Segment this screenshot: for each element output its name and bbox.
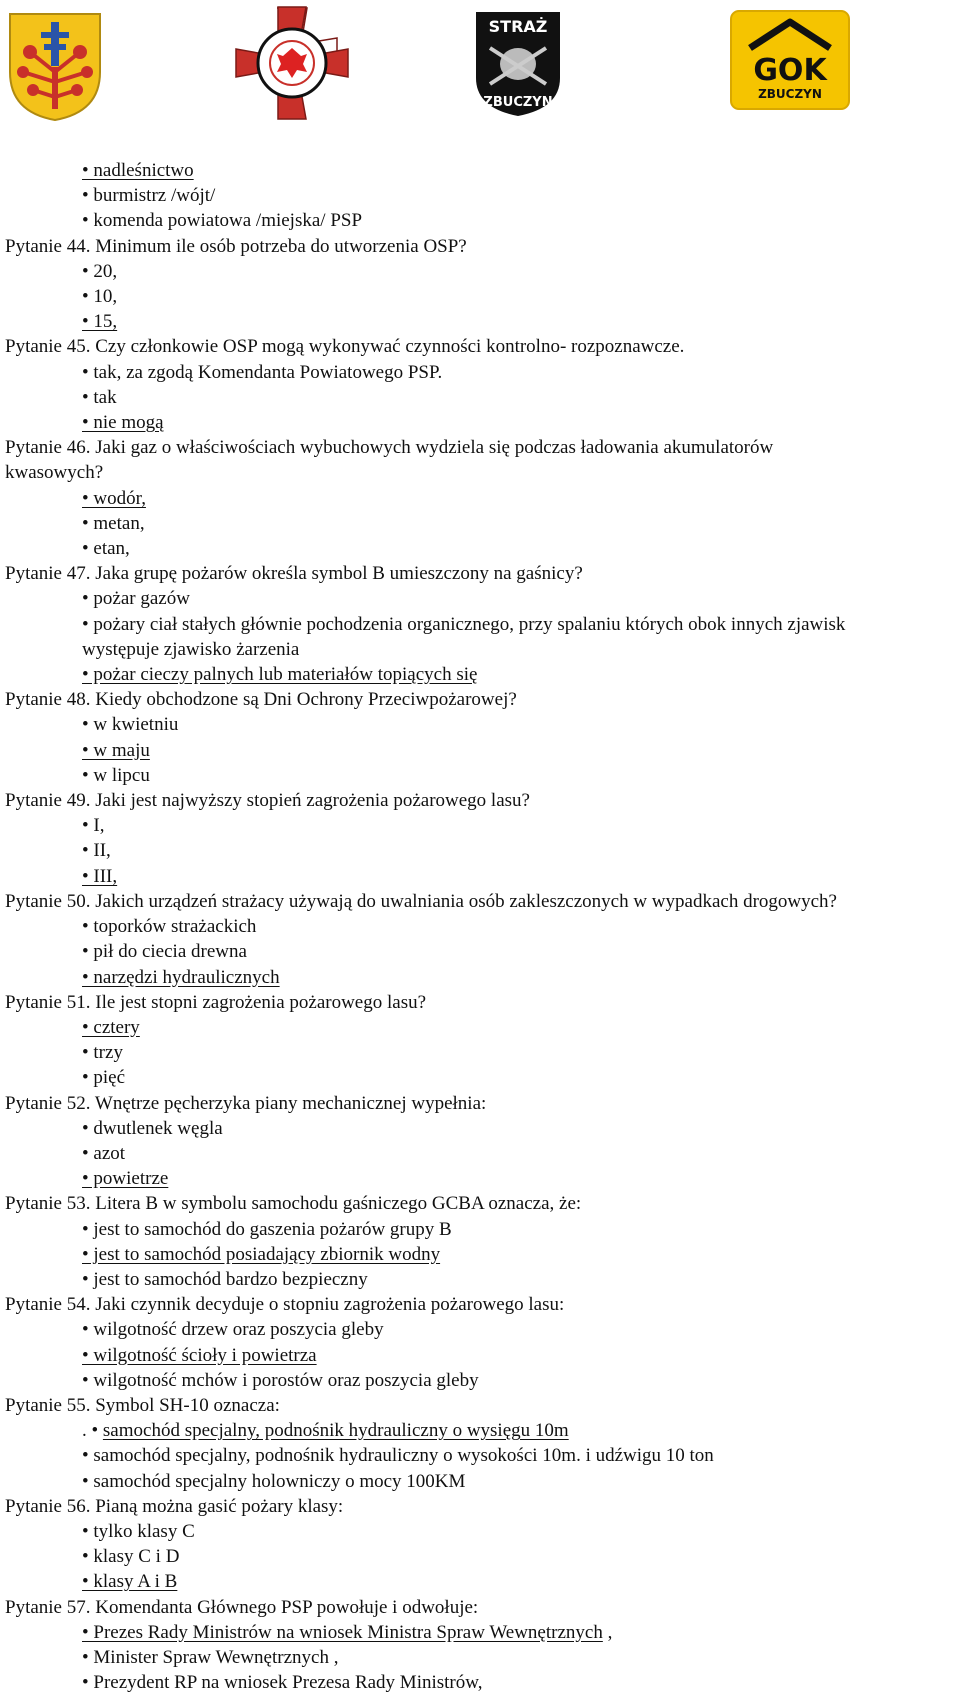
option-text: • wodór,: [82, 487, 146, 509]
option-text: • samochód specjalny holowniczy o mocy 100KM: [82, 1470, 466, 1492]
option-text: • burmistrz /wójt/: [82, 185, 216, 207]
question-line: [5, 561, 955, 586]
answer-option: [5, 208, 955, 233]
question-line: [5, 788, 955, 813]
answer-option: [5, 536, 955, 561]
option-text: • I,: [82, 815, 105, 837]
answer-option: [5, 1317, 955, 1342]
answer-option: [5, 183, 955, 208]
option-text: samochód specjalny, podnośnik hydrauliczny o wysięgu 10m: [102, 1420, 569, 1442]
answer-option: [5, 1519, 955, 1544]
answer-option-correct: [5, 1166, 955, 1191]
question-line: [5, 889, 955, 914]
answer-option: [5, 1217, 955, 1242]
answer-option-correct: [5, 1569, 955, 1594]
question-line: [5, 460, 955, 485]
answer-option-correct: [5, 1343, 955, 1368]
option-text: • dwutlenek węgla: [82, 1117, 223, 1139]
quiz-document-body: [5, 158, 955, 1695]
question-text: Pytanie 46. Jaki gaz o właściwościach wybuchowych wydziela się podczas ładowania akumulatorów: [5, 437, 774, 459]
option-text: • nie mogą: [82, 412, 164, 434]
question-text: kwasowych?: [5, 462, 104, 484]
answer-option: [5, 939, 955, 964]
answer-option: [5, 914, 955, 939]
answer-option-correct: [5, 1620, 955, 1645]
question-text: Pytanie 50. Jakich urządzeń strażacy używają do uwalniania osób zakleszczonych w wypadkach drogowych?: [5, 890, 837, 912]
answer-option: [5, 838, 955, 863]
answer-option: [5, 1040, 955, 1065]
option-text: • narzędzi hydraulicznych: [82, 966, 280, 988]
option-text: • 10,: [82, 286, 118, 308]
option-text: • jest to samochód do gaszenia pożarów grupy B: [82, 1218, 452, 1240]
option-text: • nadleśnictwo: [82, 160, 194, 181]
answer-option: [5, 763, 955, 788]
option-text: • etan,: [82, 538, 130, 560]
option-text: • Prezes Rady Ministrów na wniosek Ministra Spraw Wewnętrznych: [82, 1621, 603, 1643]
answer-option-correct: [5, 309, 955, 334]
option-text: • azot: [82, 1142, 126, 1164]
answer-option: [5, 813, 955, 838]
gmina-coat-of-arms-logo: [8, 12, 102, 122]
answer-option: [5, 1443, 955, 1468]
option-text: • klasy C i D: [82, 1546, 180, 1568]
option-text: • pożar gazów: [82, 588, 190, 610]
option-text: • wilgotność ścioły i powietrza: [82, 1344, 317, 1366]
option-text: • cztery: [82, 1016, 140, 1038]
answer-option-correct: [5, 1242, 955, 1267]
answer-option: [5, 1469, 955, 1494]
option-text: • 20,: [82, 260, 118, 282]
question-line: [5, 687, 955, 712]
option-text: występuje zjawisko żarzenia: [82, 638, 300, 660]
answer-option-correct: [5, 864, 955, 889]
answer-option-correct: [5, 410, 955, 435]
question-text: Pytanie 49. Jaki jest najwyższy stopień zagrożenia pożarowego lasu?: [5, 790, 530, 812]
answer-option: [5, 511, 955, 536]
answer-option-correct: [5, 1418, 955, 1443]
gok-text: GOK: [753, 53, 827, 88]
option-text: • Minister Spraw Wewnętrznych ,: [82, 1646, 339, 1668]
answer-option: [5, 360, 955, 385]
question-line: [5, 1393, 955, 1418]
answer-option: [5, 259, 955, 284]
logo-header: [0, 0, 960, 140]
option-text: • III,: [82, 865, 118, 887]
option-suffix: ,: [602, 1621, 613, 1643]
answer-option-correct: [5, 486, 955, 511]
answer-option: [5, 1141, 955, 1166]
answer-option-correct: [5, 1015, 955, 1040]
option-text: • wilgotność mchów i porostów oraz poszycia gleby: [82, 1369, 479, 1391]
question-line: [5, 1494, 955, 1519]
option-text: • 15,: [82, 311, 118, 333]
question-text: Pytanie 51. Ile jest stopni zagrożenia pożarowego lasu?: [5, 991, 427, 1013]
option-text: • w maju: [82, 739, 150, 761]
option-text: • toporków strażackich: [82, 916, 257, 938]
question-text: Pytanie 55. Symbol SH-10 oznacza:: [5, 1394, 280, 1416]
option-text: • tak, za zgodą Komendanta Powiatowego PSP.: [82, 361, 443, 383]
answer-option: [5, 385, 955, 410]
answer-option: [5, 637, 955, 662]
option-text: • komenda powiatowa /miejska/ PSP: [82, 210, 363, 232]
option-text: • powietrze: [82, 1168, 169, 1190]
question-line: [5, 334, 955, 359]
option-text: • pożar cieczy palnych lub materiałów topiących się: [82, 664, 478, 686]
question-text: Pytanie 54. Jaki czynnik decyduje o stopniu zagrożenia pożarowego lasu:: [5, 1294, 565, 1316]
option-text: • pięć: [82, 1067, 126, 1089]
answer-option-correct: [5, 662, 955, 687]
question-text: Pytanie 48. Kiedy obchodzone są Dni Ochrony Przeciwpożarowej?: [5, 689, 517, 711]
answer-option-correct: [5, 158, 955, 183]
question-line: [5, 1292, 955, 1317]
option-text: • jest to samochód bardzo bezpieczny: [82, 1268, 368, 1290]
badge-text-bottom: ZBUCZYN: [483, 95, 553, 110]
question-text: Pytanie 52. Wnętrze pęcherzyka piany mechanicznej wypełnia:: [5, 1092, 487, 1114]
question-line: [5, 990, 955, 1015]
question-line: [5, 1191, 955, 1216]
answer-option: [5, 1670, 955, 1695]
question-line: [5, 435, 955, 460]
answer-option: [5, 1544, 955, 1569]
option-text: • trzy: [82, 1042, 123, 1064]
option-text: • metan,: [82, 512, 145, 534]
option-text: • w lipcu: [82, 764, 150, 786]
question-text: Pytanie 45. Czy członkowie OSP mogą wykonywać czynności kontrolno- rozpoznawcze.: [5, 336, 685, 358]
option-text: • tylko klasy C: [82, 1520, 195, 1542]
answer-option: [5, 1368, 955, 1393]
answer-option: [5, 612, 955, 637]
answer-option-correct: [5, 965, 955, 990]
option-text: • pił do ciecia drewna: [82, 941, 247, 963]
question-line: [5, 1091, 955, 1116]
answer-option: [5, 712, 955, 737]
answer-option: [5, 284, 955, 309]
option-text: • w kwietniu: [82, 714, 179, 736]
question-text: Pytanie 47. Jaka grupę pożarów określa symbol B umieszczony na gaśnicy?: [5, 563, 583, 585]
gok-subtext: ZBUCZYN: [758, 87, 822, 101]
question-line: [5, 234, 955, 259]
answer-option-correct: [5, 738, 955, 763]
gok-zbuczyn-logo: [730, 10, 850, 110]
option-text: • wilgotność drzew oraz poszycia gleby: [82, 1319, 384, 1341]
answer-option: [5, 1116, 955, 1141]
badge-text-top: STRAŻ: [488, 17, 548, 36]
option-text: • pożary ciał stałych głównie pochodzenia organicznego, przy spalaniu których obok innych zjawisk: [82, 613, 846, 635]
answer-option: [5, 1267, 955, 1292]
question-line: [5, 1595, 955, 1620]
answer-option: [5, 1645, 955, 1670]
straz-zbuczyn-badge-logo: [472, 8, 564, 120]
option-text: • tak: [82, 386, 117, 408]
question-text: Pytanie 44. Minimum ile osób potrzeba do utworzenia OSP?: [5, 235, 467, 257]
osp-cross-emblem-logo: [233, 4, 351, 122]
question-text: Pytanie 57. Komendanta Głównego PSP powołuje i odwołuje:: [5, 1596, 479, 1618]
option-text: • jest to samochód posiadający zbiornik wodny: [82, 1243, 441, 1265]
option-text: • klasy A i B: [82, 1571, 178, 1593]
question-text: Pytanie 56. Pianą można gasić pożary klasy:: [5, 1495, 344, 1517]
option-prefix: . •: [82, 1420, 103, 1442]
answer-option: [5, 1065, 955, 1090]
answer-option: [5, 586, 955, 611]
option-text: • samochód specjalny, podnośnik hydrauliczny o wysokości 10m. i udźwigu 10 ton: [82, 1445, 714, 1467]
option-text: • II,: [82, 840, 111, 862]
question-text: Pytanie 53. Litera B w symbolu samochodu gaśniczego GCBA oznacza, że:: [5, 1193, 582, 1215]
option-text: • Prezydent RP na wniosek Prezesa Rady Ministrów,: [82, 1672, 483, 1694]
